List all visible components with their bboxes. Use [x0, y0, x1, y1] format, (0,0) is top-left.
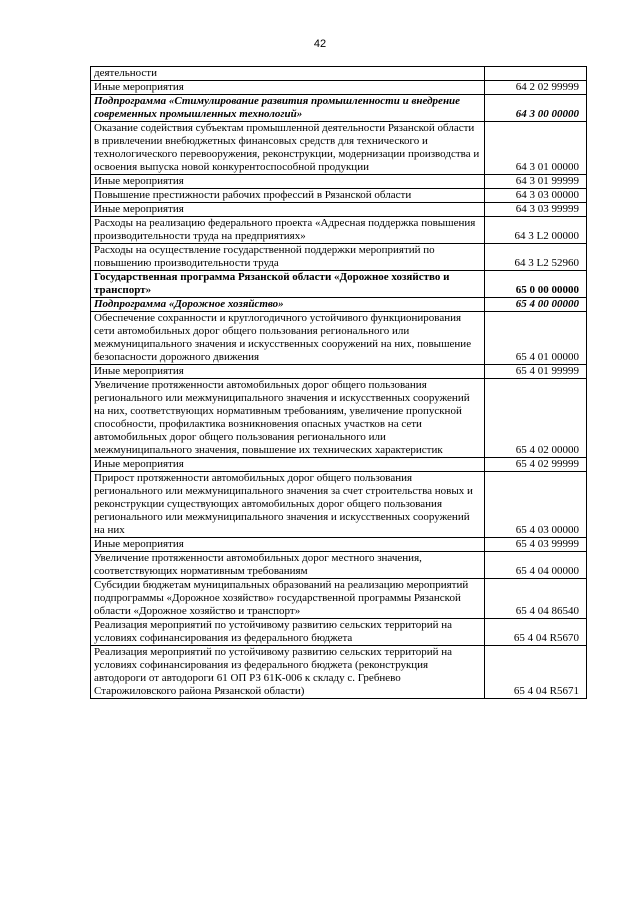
table-row [91, 95, 587, 122]
row-code: 64 3 00 00000 [485, 95, 587, 122]
row-code: 65 0 00 00000 [485, 271, 587, 298]
row-code: 65 4 02 99999 [485, 458, 587, 472]
table-row [91, 379, 587, 458]
row-description: Подпрограмма «Дорожное хозяйство» [91, 298, 485, 312]
row-description: деятельности [91, 67, 485, 81]
table-row [91, 312, 587, 365]
row-code: 65 4 01 00000 [485, 312, 587, 365]
row-description: Иные мероприятия [91, 175, 485, 189]
row-code: 64 3 03 00000 [485, 189, 587, 203]
row-code: 64 3 L2 00000 [485, 217, 587, 244]
row-description: Подпрограмма «Стимулирование развития промышленности и внедрение современных промышленных технологий» [91, 95, 485, 122]
table-row [91, 619, 587, 646]
table-row [91, 538, 587, 552]
row-description: Иные мероприятия [91, 538, 485, 552]
table-row [91, 579, 587, 619]
row-code: 65 4 04 R5670 [485, 619, 587, 646]
row-code [485, 67, 587, 81]
row-code: 65 4 00 00000 [485, 298, 587, 312]
table-row [91, 298, 587, 312]
table-row [91, 81, 587, 95]
table-row [91, 552, 587, 579]
row-code: 64 3 01 00000 [485, 122, 587, 175]
row-description: Реализация мероприятий по устойчивому развитию сельских территорий на условиях софинансирования из федерального бюджета (реконструкция автодороги от автодороги 61 ОП РЗ 61К-006 к складу с. Гребнево Старожиловского района Рязанской области) [91, 646, 485, 699]
row-description: Иные мероприятия [91, 365, 485, 379]
row-description: Увеличение протяженности автомобильных дорог общего пользования регионального или межмуниципального значения и искусственных сооружений на них, соответствующих нормативным требованиям, увеличение пропускной способности, профилактика возникновения опасных участков на сети автомобильных дорог общего пользования регионального или межмуниципального значения, повышение их технических характеристик [91, 379, 485, 458]
row-description: Иные мероприятия [91, 203, 485, 217]
page-number: 42 [313, 38, 327, 50]
row-code: 65 4 04 86540 [485, 579, 587, 619]
row-code: 65 4 04 00000 [485, 552, 587, 579]
row-description: Обеспечение сохранности и круглогодичного устойчивого функционирования сети автомобильных дорог общего пользования регионального или межмуниципального значения и искусственных сооружений на них, повышение безопасности дорожного движения [91, 312, 485, 365]
row-code: 65 4 03 99999 [485, 538, 587, 552]
row-code: 64 3 03 99999 [485, 203, 587, 217]
table-row [91, 472, 587, 538]
row-code: 65 4 03 00000 [485, 472, 587, 538]
row-description: Прирост протяженности автомобильных дорог общего пользования регионального или межмуниципального значения за счет строительства новых и реконструкции существующих автомобильных дорог общего пользования регионального или межмуниципального значения и искусственных сооружений на них [91, 472, 485, 538]
row-code: 64 2 02 99999 [485, 81, 587, 95]
table-row [91, 365, 587, 379]
table-row [91, 646, 587, 699]
row-code: 64 3 L2 52960 [485, 244, 587, 271]
row-description: Реализация мероприятий по устойчивому развитию сельских территорий на условиях софинансирования из федерального бюджета [91, 619, 485, 646]
row-description: Расходы на реализацию федерального проекта «Адресная поддержка повышения производительности труда на предприятиях» [91, 217, 485, 244]
table-row [91, 271, 587, 298]
row-description: Повышение престижности рабочих профессий в Рязанской области [91, 189, 485, 203]
row-code: 65 4 04 R5671 [485, 646, 587, 699]
row-description: Государственная программа Рязанской области «Дорожное хозяйство и транспорт» [91, 271, 485, 298]
row-description: Оказание содействия субъектам промышленной деятельности Рязанской области в привлечении внебюджетных финансовых средств для технического и технологического перевооружения, реконструкции, модернизации производства и освоения выпуска новой конкурентоспособной продукции [91, 122, 485, 175]
row-description: Иные мероприятия [91, 458, 485, 472]
table-row [91, 67, 587, 81]
row-description: Увеличение протяженности автомобильных дорог местного значения, соответствующих нормативным требованиям [91, 552, 485, 579]
table-row [91, 122, 587, 175]
row-code: 64 3 01 99999 [485, 175, 587, 189]
table-row [91, 217, 587, 244]
table-row [91, 189, 587, 203]
row-description: Расходы на осуществление государственной поддержки мероприятий по повышению производительности труда [91, 244, 485, 271]
row-description: Иные мероприятия [91, 81, 485, 95]
table-body [91, 67, 587, 699]
row-code: 65 4 02 00000 [485, 379, 587, 458]
row-description: Субсидии бюджетам муниципальных образований на реализацию мероприятий подпрограммы «Дорожное хозяйство» государственной программы Рязанской области «Дорожное хозяйство и транспорт» [91, 579, 485, 619]
row-code: 65 4 01 99999 [485, 365, 587, 379]
table-row [91, 175, 587, 189]
table-row [91, 244, 587, 271]
table-row [91, 203, 587, 217]
table-row [91, 458, 587, 472]
budget-classification-table [90, 66, 587, 699]
